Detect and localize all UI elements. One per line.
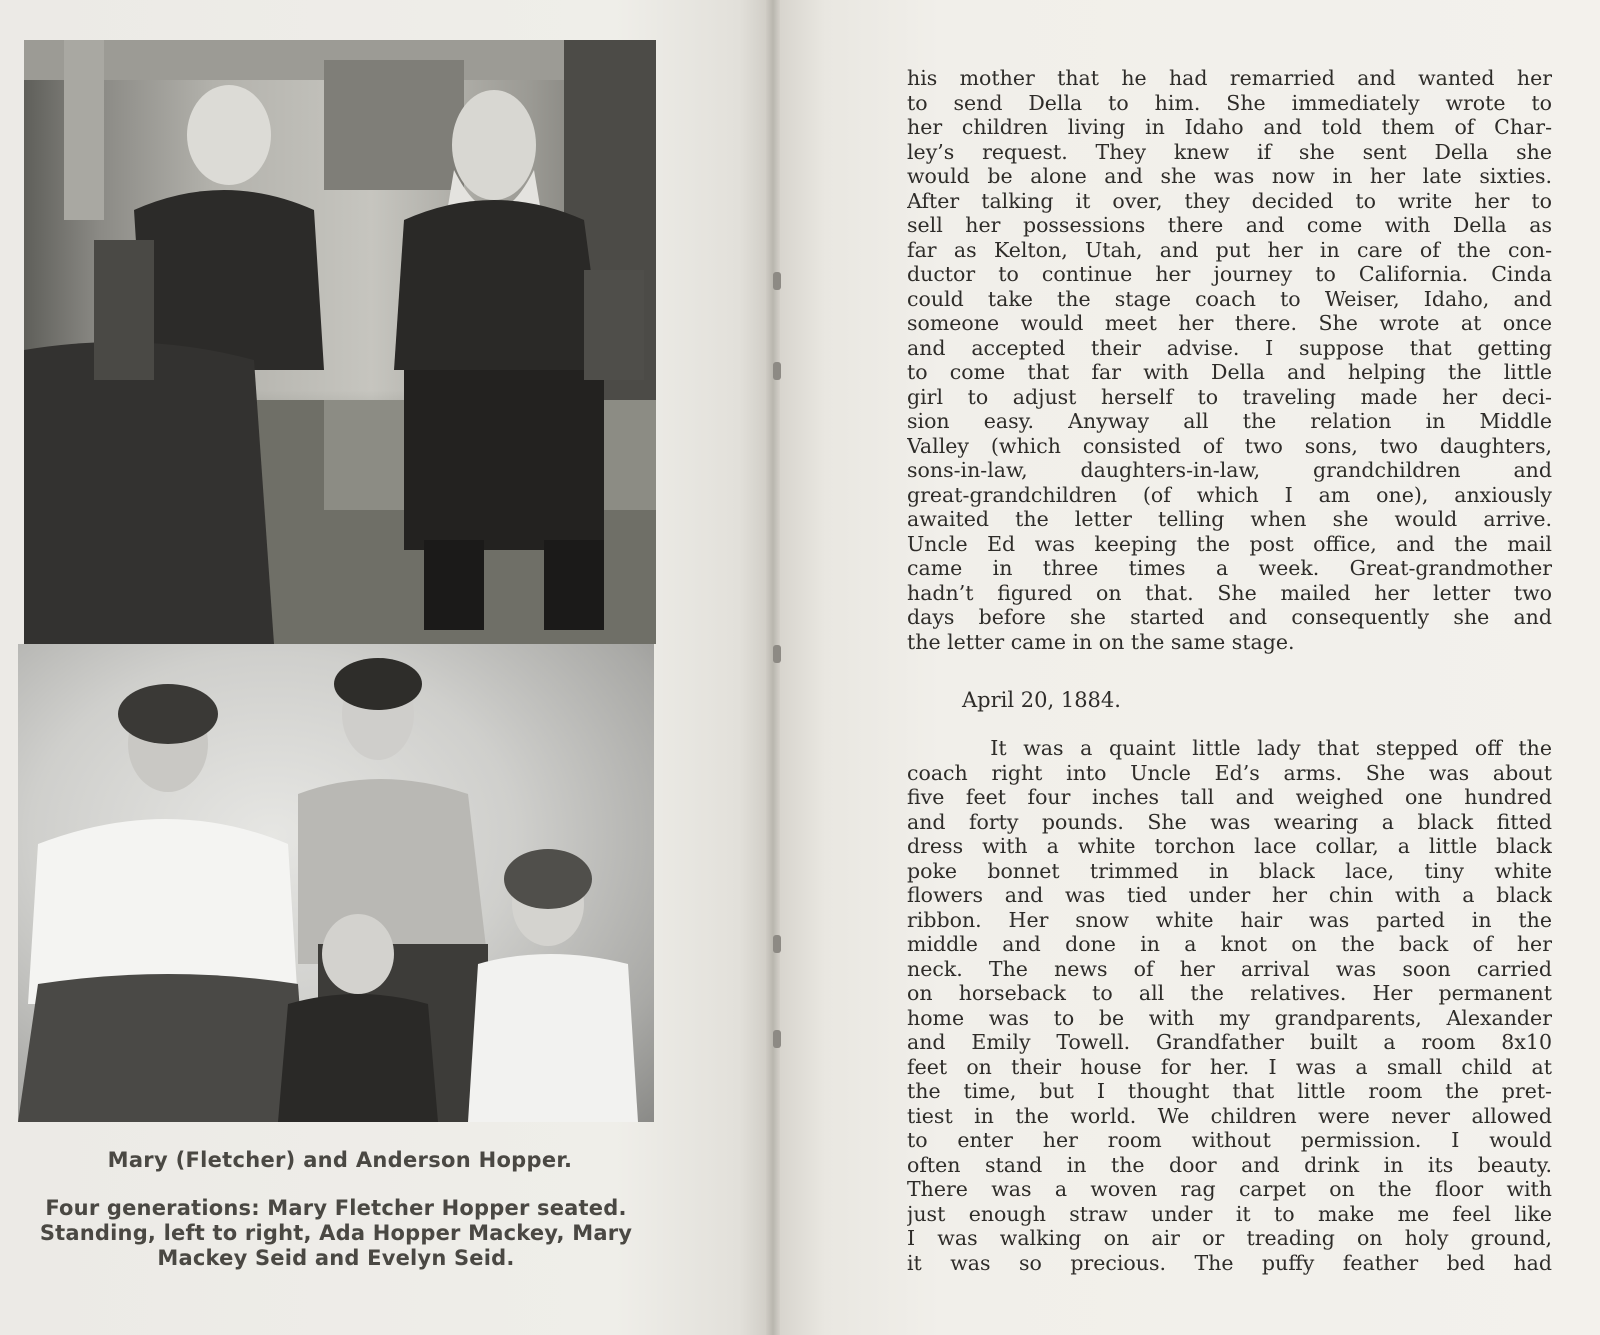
photo-caption-couple: Mary (Fletcher) and Anderson Hopper. [107, 1148, 573, 1172]
photo-couple-image [24, 40, 656, 644]
text-line: someone would meet her there. She wrote at once [907, 311, 1552, 335]
text-line: tiest in the world. We children were never allowed [907, 1103, 1552, 1128]
text-line: came in three times a week. Great-grandmother [907, 556, 1552, 580]
binding-stitch [773, 1030, 781, 1048]
text-line: it was so precious. The puffy feather bed had [907, 1250, 1552, 1275]
text-line: could take the stage coach to Weiser, Idaho, and [907, 286, 1552, 311]
text-line: feet on their house for her. I was a small child at [907, 1054, 1552, 1079]
photo-four-generations [18, 644, 654, 1122]
text-line: ductor to continue her journey to California. Cinda [907, 262, 1552, 286]
text-line: coach right into Uncle Ed’s arms. She was about [907, 760, 1552, 785]
text-line: girl to adjust herself to traveling made her deci- [907, 384, 1552, 409]
binding-stitch [773, 272, 781, 290]
binding-stitch [773, 645, 781, 663]
text-line: There was a woven rag carpet on the floor with [907, 1177, 1552, 1201]
text-line: flowers and was tied under her chin with a black [907, 883, 1552, 907]
text-line: sons-in-law, daughters-in-law, grandchildren and [907, 458, 1552, 482]
text-line: her children living in Idaho and told them of Char- [907, 115, 1552, 139]
paragraph-2 [907, 736, 1552, 1275]
text-line: five feet four inches tall and weighed one hundred [907, 785, 1552, 809]
text-line: poke bonnet trimmed in black lace, tiny white [907, 858, 1552, 883]
text-line: ley’s request. They knew if she sent Della she [907, 139, 1552, 164]
text-line: often stand in the door and drink in its beauty. [907, 1152, 1552, 1177]
text-line: and forty pounds. She was wearing a black fitted [907, 809, 1552, 834]
book-gutter [766, 0, 780, 1335]
caption-line: Four generations: Mary Fletcher Hopper seated. [45, 1196, 627, 1220]
text-line: to come that far with Della and helping the little [907, 360, 1552, 384]
binding-stitch [773, 362, 781, 380]
text-line: Uncle Ed was keeping the post office, and the mail [907, 531, 1552, 556]
text-line: I was walking on air or treading on holy ground, [907, 1226, 1552, 1250]
text-line: days before she started and consequently she and [907, 605, 1552, 629]
text-line: dress with a white torchon lace collar, a little black [907, 834, 1552, 858]
text-line: sion easy. Anyway all the relation in Middle [907, 409, 1552, 433]
text-line: the letter came in on the same stage. [907, 629, 1295, 654]
caption-line: Standing, left to right, Ada Hopper Mackey, Mary [39, 1221, 633, 1245]
text-line: neck. The news of her arrival was soon carried [907, 956, 1552, 981]
text-line: his mother that he had remarried and wanted her [907, 66, 1552, 90]
text-line: After talking it over, they decided to write her to [907, 188, 1552, 213]
text-line: to enter her room without permission. I would [907, 1128, 1552, 1152]
binding-stitch [773, 935, 781, 953]
text-line: the time, but I thought that little room the pret- [907, 1079, 1552, 1103]
text-line: Valley (which consisted of two sons, two daughters, [907, 433, 1552, 458]
text-line: to send Della to him. She immediately wrote to [907, 90, 1552, 115]
text-line: It was a quaint little lady that stepped off the [907, 736, 1552, 760]
text-line: ribbon. Her snow white hair was parted in the [907, 907, 1552, 932]
text-line: far as Kelton, Utah, and put her in care of the con- [907, 237, 1552, 262]
text-line: home was to be with my grandparents, Alexander [907, 1005, 1552, 1030]
text-line: hadn’t figured on that. She mailed her letter two [907, 580, 1552, 605]
text-line: great-grandchildren (of which I am one), anxiously [907, 482, 1552, 507]
text-line: and accepted their advise. I suppose that getting [907, 335, 1552, 360]
date-heading: April 20, 1884. [962, 688, 1121, 712]
photo-caption-four-generations [0, 1196, 672, 1271]
text-line: awaited the letter telling when she would arrive. [907, 507, 1552, 531]
photo-four-generations-image [18, 644, 654, 1122]
paragraph-1 [907, 66, 1552, 654]
text-line: and Emily Towell. Grandfather built a room 8x10 [907, 1030, 1552, 1054]
text-line: on horseback to all the relatives. Her permanent [907, 981, 1552, 1005]
caption-line: Mackey Seid and Evelyn Seid. [157, 1246, 515, 1270]
photo-couple-portrait [24, 40, 656, 644]
text-line: would be alone and she was now in her late sixties. [907, 164, 1552, 188]
text-line: middle and done in a knot on the back of her [907, 932, 1552, 956]
text-line: sell her possessions there and come with Della as [907, 213, 1552, 237]
text-line: just enough straw under it to make me feel like [907, 1201, 1552, 1226]
